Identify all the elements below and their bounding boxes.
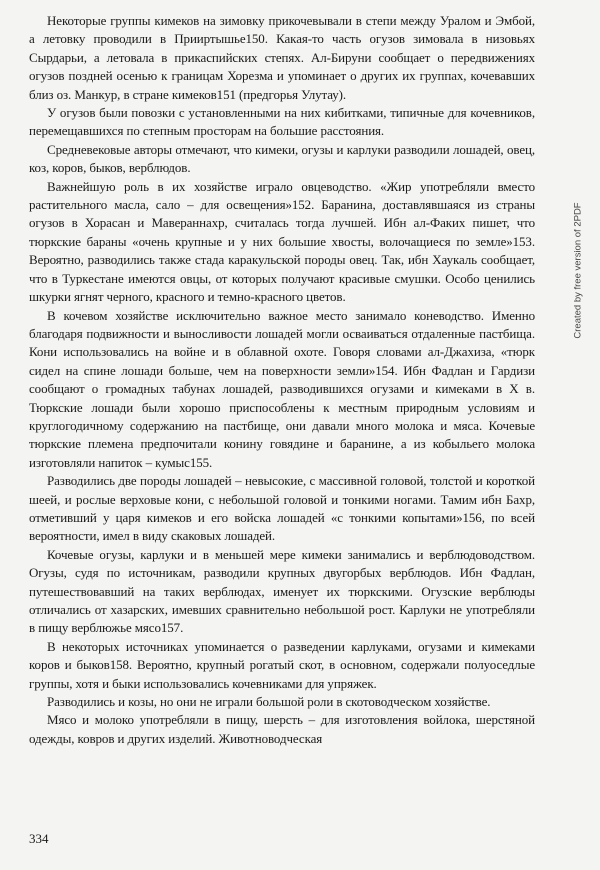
paragraph-6: Разводились две породы лошадей – невысокие, с массивной головой, толстой и короткой шеей, и рослые верховые кони, с небольшой головой и тонкими ногами. Тамим ибн Бахр, отметивший у царя кимеков и его войска лошадей «с тонкими копытами»156, по всей вероятности, имел в виду скаковых лошадей. xyxy=(29,473,535,544)
paragraph-8: В некоторых источниках упоминается о разведении карлуками, огузами и кимеками коров и быков158. Вероятно, крупный рогатый скот, в основном, содержали полуоседлые группы, хотя и быки использовались кочевниками для упряжек. xyxy=(29,638,535,691)
paragraph-2: У огузов были повозки с установленными на них кибитками, типичные для кочевников, перемещавшихся по степным просторам на большие расстояния. xyxy=(29,105,535,139)
paragraph-7: Кочевые огузы, карлуки и в меньшей мере кимеки занимались и верблюдоводством. Огузы, судя по источникам, разводили крупных двугорбых верблюдов. Ибн Фадлан, путешествовавший на таких верблюдах, именует их тюркскими. Огузские верблюды отличались от хазарских, имевших сравнительно небольшой рост. Карлуки не употребляли в пищу верблюжье мясо157. xyxy=(29,546,535,636)
paragraph-5: В кочевом хозяйстве исключительно важное место занимало коневодство. Именно благодаря подвижности и выносливости лошадей могли осваиваться отдаленные пастбища. Кони использовались на войне и в облавной охоте. Говоря словами ал-Джахиза, «тюрк сидел на спине лошади больше, чем на поверхности земли»154. Ибн Фадлан и Гардизи сообщают о громадных табунах лошадей, разводившихся огузами и кимеками в X в. Тюркские лошади были хорошо приспособлены к местным природным условиям и круглогодичному содержанию на пастбище, они давали много молока и мяса. Кочевые тюркские племена предпочитали конину говядине и баранине, а из кобыльего молока изготовляли напиток – кумыс155. xyxy=(29,307,535,470)
page-number: 334 xyxy=(29,831,49,846)
paragraph-1: Некоторые группы кимеков на зимовку прикочевывали в степи между Уралом и Эмбой, а летовку проводили в Прииртышье150. Какая-то часть огузов зимовала в низовьях Сырдарьи, а летовала в прикаспийских степях. Ал-Бируни сообщает о передвижениях огузов поздней осенью к границам Хорезма и упоминает о других их группах, кочевавших близ оз. Манкур, в стране кимеков151 (предгорья Улутау). xyxy=(29,13,535,102)
paragraph-3: Средневековые авторы отмечают, что кимеки, огузы и карлуки разводили лошадей, овец, коз, коров, быков, верблюдов. xyxy=(29,141,535,176)
paragraph-10: Мясо и молоко употребляли в пищу, шерсть – для изготовления войлока, шерстяной одежды, ковров и других изделий. Животноводческая xyxy=(29,712,535,746)
watermark-text: Created by free version of 2PDF xyxy=(572,201,584,339)
paragraph-9: Разводились и козы, но они не играли большой роли в скотоводческом хозяйстве. xyxy=(47,694,491,710)
paragraph-4: Важнейшую роль в их хозяйстве играло овцеводство. «Жир употребляли вместо растительного масла, сало – для освещения»152. Баранина, доставлявшаяся из страны огузов в Хорасан и Мавераннахр, считалась тогда лучшей. Ибн ал-Факих пишет, что тюркские бараны «очень крупные и у них большие хвосты, волочащиеся по земле»153. Вероятно, разводились также стада каракульской породы овец. Так, ибн Хаукаль сообщает, что в Туркестане имеются овцы, от которых получают красивые смушки. Особо ценились шкурки ягнят черного, красного и темно-красного цветов. xyxy=(29,178,535,305)
page-text xyxy=(29,12,535,748)
watermark xyxy=(568,190,588,350)
